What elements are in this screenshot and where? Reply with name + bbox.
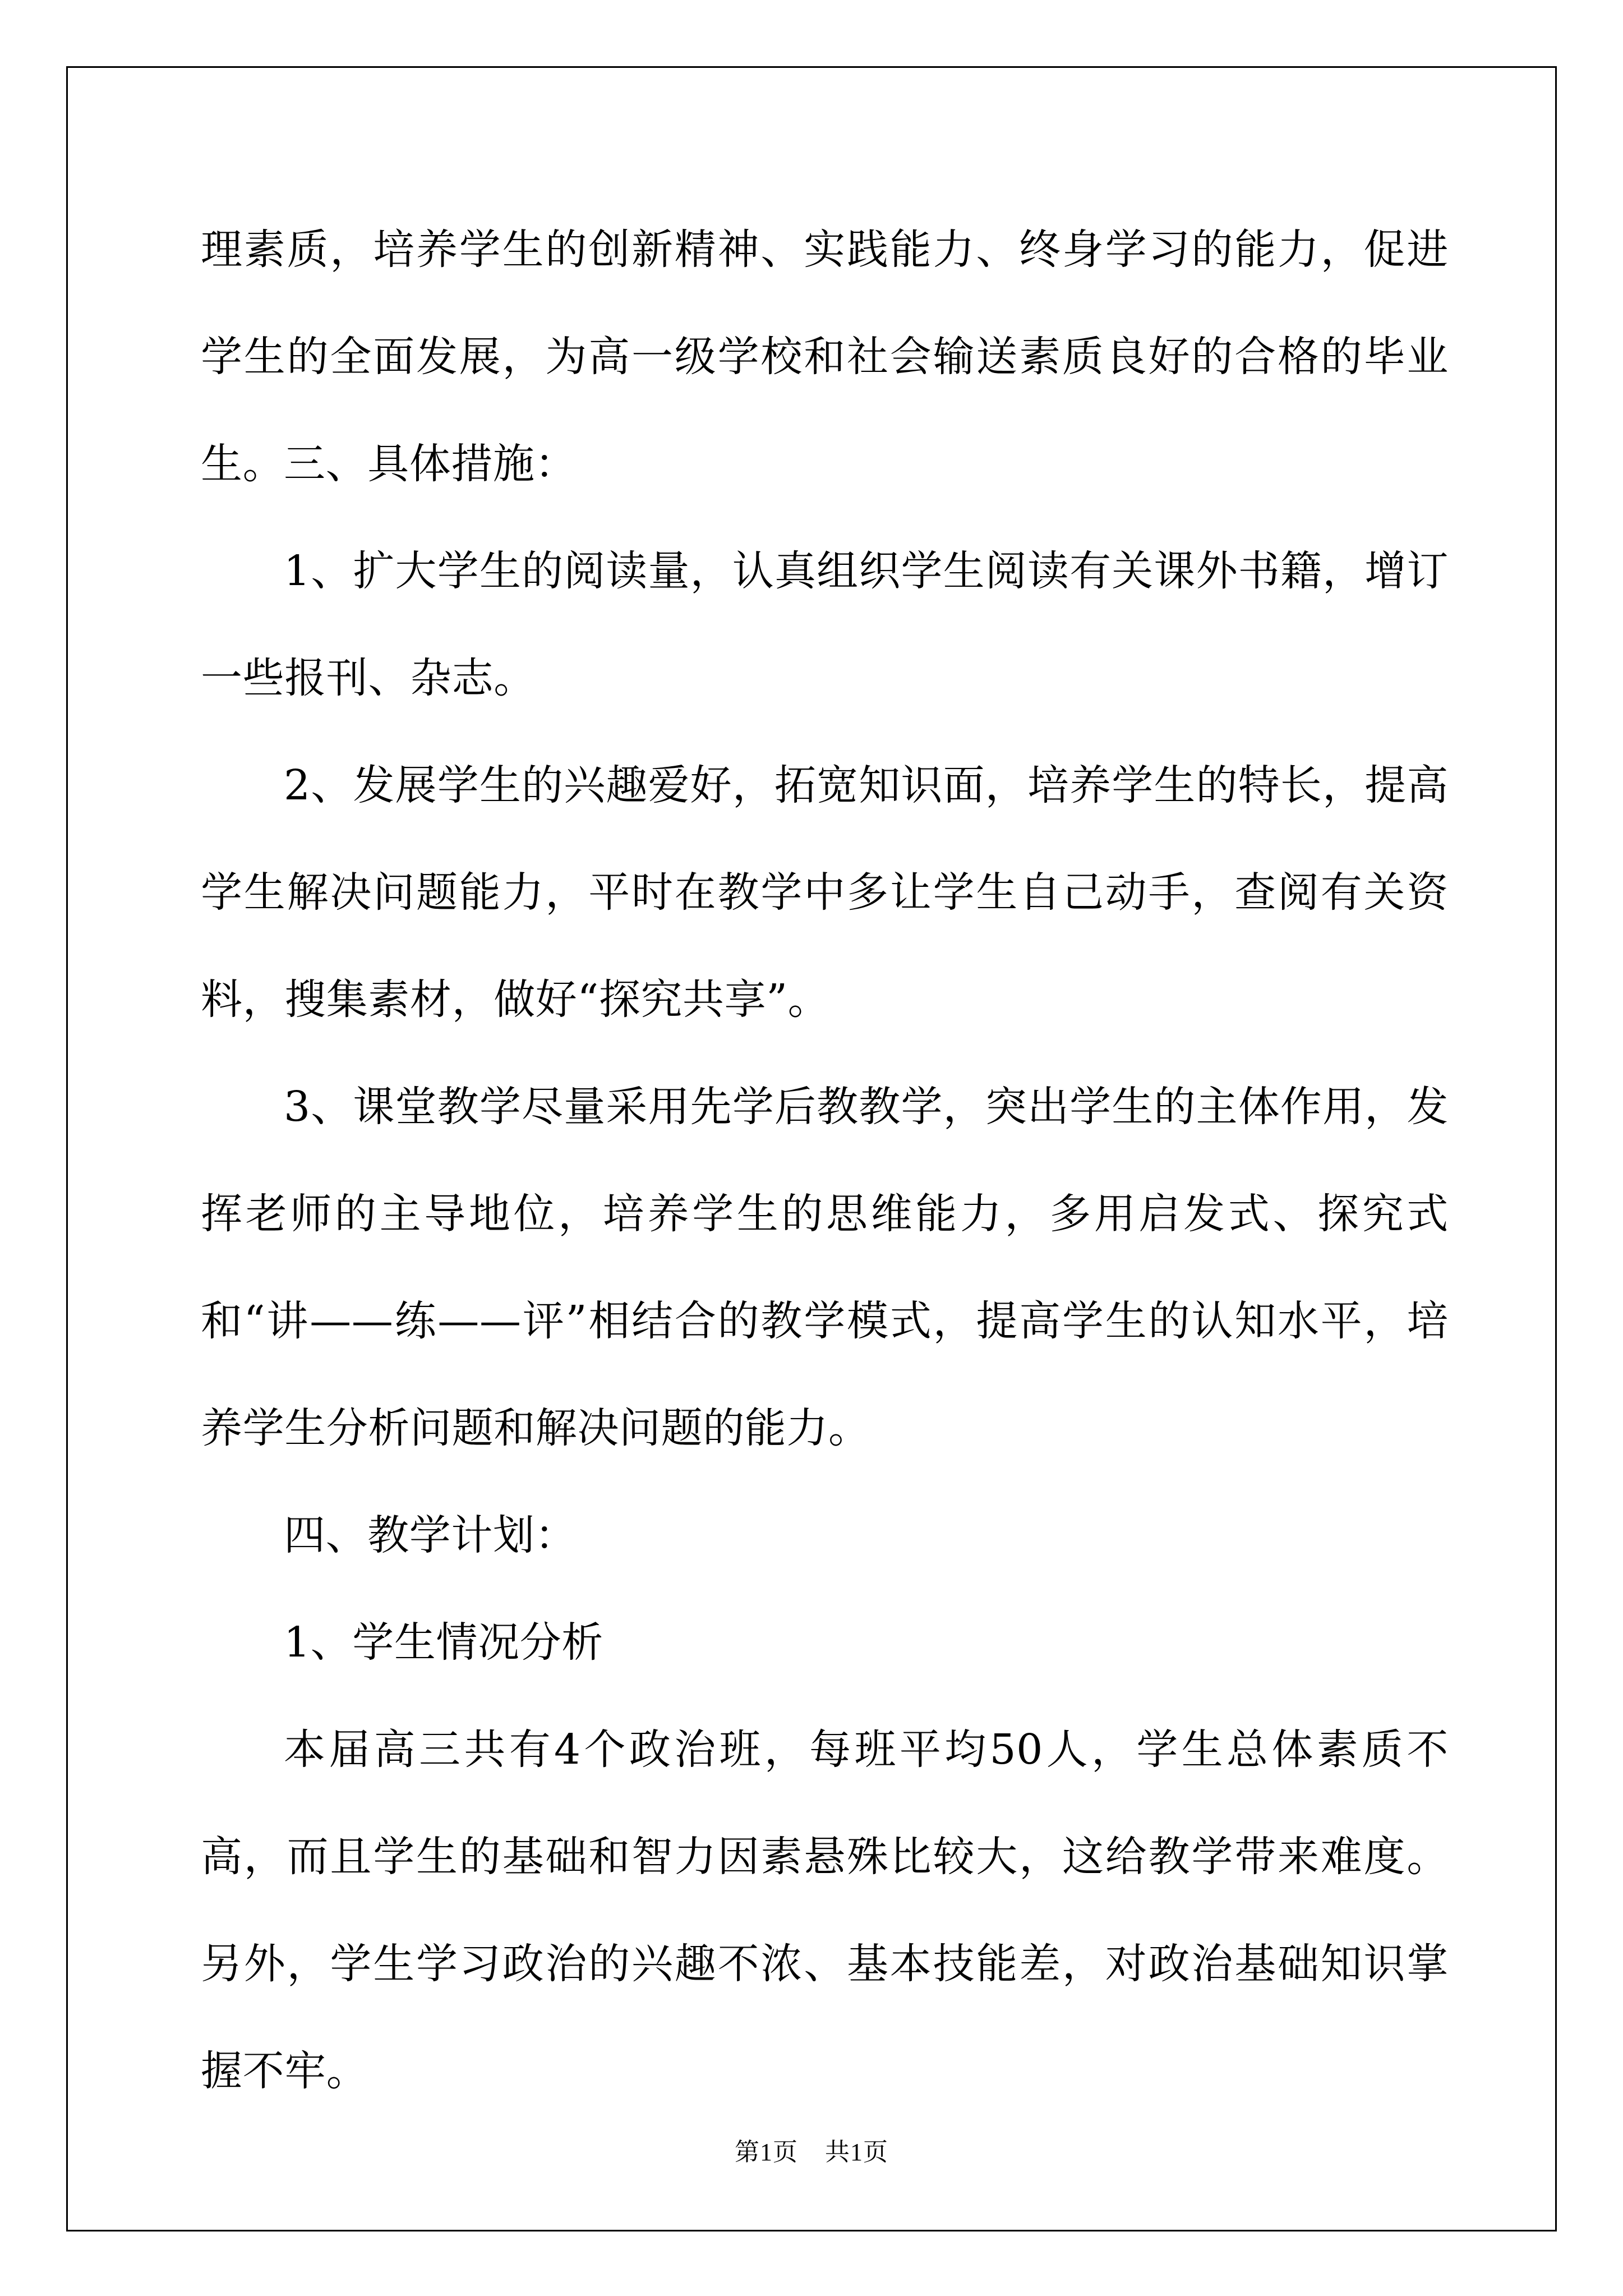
page-footer xyxy=(0,2132,1623,2168)
list-item: 3、课堂教学尽量采用先学后教教学，突出学生的主体作用，发挥老师的主导地位，培养学生的思维能力，多用启发式、探究式和“讲——练——评”相结合的教学模式，提高学生的认知水平，培养学生分析问题和解决问题的能力。 xyxy=(201,1083,1449,1452)
section-heading-measures: 三、具体措施： xyxy=(284,440,577,488)
list-item: 1、扩大学生的阅读量，认真组织学生阅读有关课外书籍，增订一些报刊、杂志。 xyxy=(201,547,1449,702)
section-heading-plan: 四、教学计划： xyxy=(284,1511,577,1559)
page-number: 第1页 xyxy=(735,2138,798,2166)
page-total: 共1页 xyxy=(825,2138,888,2166)
body-paragraph: 理素质，培养学生的创新精神、实践能力、终身学习的能力，促进学生的全面发展，为高一级学校和社会输送素质良好的合格的毕业生。 xyxy=(201,226,1449,488)
body-paragraph: 本届高三共有4个政治班，每班平均50人，学生总体素质不高，而且学生的基础和智力因素悬殊比较大，这给教学带来难度。另外，学生学习政治的兴趣不浓、基本技能差，对政治基础知识掌握不牢。 xyxy=(201,1726,1449,2095)
list-item: 2、发展学生的兴趣爱好，拓宽知识面，培养学生的特长，提高学生解决问题能力，平时在教学中多让学生自己动手，查阅有关资料，搜集素材，做好“探究共享”。 xyxy=(201,761,1449,1024)
subsection-heading: 1、学生情况分析 xyxy=(284,1618,603,1667)
